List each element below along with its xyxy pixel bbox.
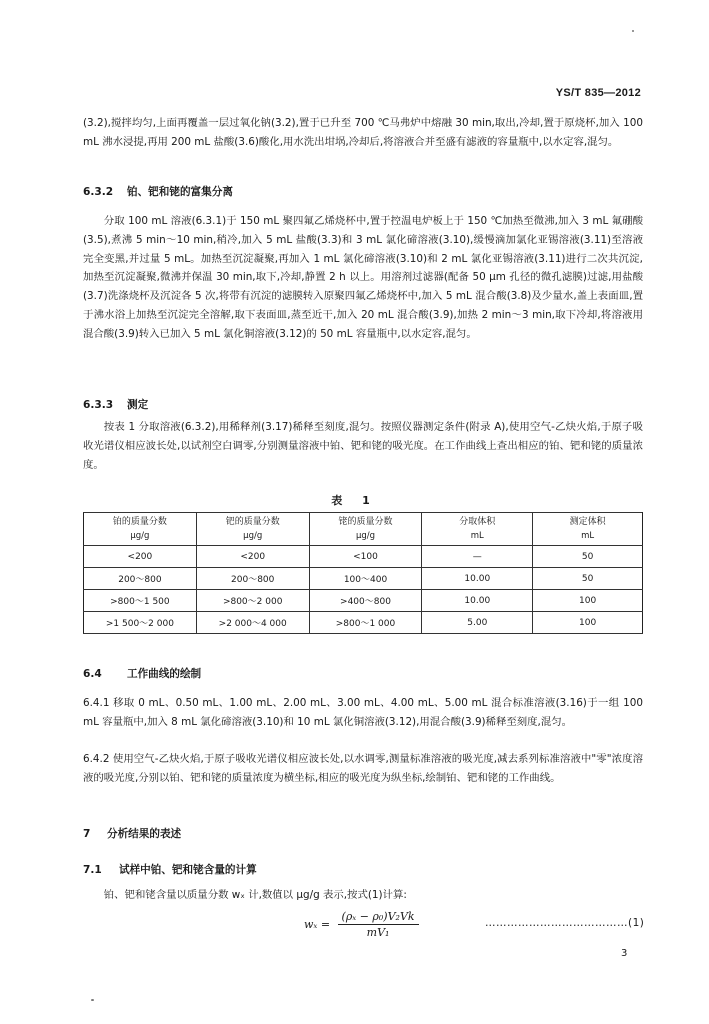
equation-number: …………………………………(1) — [485, 917, 645, 929]
data-table — [83, 512, 643, 634]
heading-7-1 — [83, 862, 257, 877]
table-cell: 5.00 — [422, 612, 533, 634]
page-number: 3 — [621, 948, 628, 959]
column-header-measure-volume: 测定体积 mL — [533, 513, 643, 546]
formula-numerator: (ρₓ − ρ₀)V₂Vk — [338, 910, 419, 925]
table-cell: <100 — [309, 546, 422, 568]
table-cell: <200 — [84, 546, 197, 568]
paragraph-6-4-1: 6.4.1 移取 0 mL、0.50 mL、1.00 mL、2.00 mL、3.00 mL、4.00 mL、5.00 mL 混合标准溶液(3.16)于一组 100 mL 容量瓶中,加入 8 mL 氯化碲溶液(3.10)和 10 mL 氯化铜溶液(3.12),用混合酸(3.9)稀释至刻度,混匀。 — [83, 697, 643, 728]
heading-number: 6.3.2 — [83, 186, 114, 198]
column-header-aliquot-volume: 分取体积 mL — [422, 513, 533, 546]
scan-speck — [91, 999, 94, 1001]
table-cell: >800～2 000 — [196, 590, 309, 612]
table-cell: <200 — [196, 546, 309, 568]
heading-7 — [83, 826, 181, 841]
scan-speck — [632, 30, 634, 32]
heading-number: 6.4 — [83, 668, 102, 680]
table-cell: >2 000～4 000 — [196, 612, 309, 634]
table-row — [84, 590, 643, 612]
table-header-row — [84, 513, 643, 546]
heading-number: 7.1 — [83, 864, 102, 876]
table-cell: 200～800 — [84, 568, 197, 590]
table-cell: 100 — [533, 590, 643, 612]
paragraph-intro: (3.2),搅拌均匀,上面再覆盖一层过氧化钠(3.2),置于已升至 700 ℃马弗炉中熔融 30 min,取出,冷却,置于原烧杯,加入 100 mL 沸水浸提,再用 200 mL 盐酸(3.6)酸化,用水洗出坩埚,冷却后,将溶液合并至盛有滤液的容量瓶中,以水定容,混匀。 — [83, 117, 643, 148]
paragraph-6-3-3: 按表 1 分取溶液(6.3.2),用稀释剂(3.17)稀释至刻度,混匀。按照仪器测定条件(附录 A),使用空气-乙炔火焰,于原子吸收光谱仪相应波长处,以试剂空白调零,分别测量溶液中铂、钯和铑的吸光度。在工作曲线上查出相应的铂、钯和铑的质量浓度。 — [83, 421, 643, 471]
heading-6-3-3 — [83, 397, 148, 412]
formula-1 — [304, 910, 419, 939]
paragraph-6-4-2: 6.4.2 使用空气-乙炔火焰,于原子吸收光谱仪相应波长处,以水调零,测量标准溶液的吸光度,减去系列标准溶液中"零"浓度溶液的吸光度,分别以铂、钯和铑的质量浓度为横坐标,相应的吸光度为纵坐标,绘制铂、钯和铑的工作曲线。 — [83, 753, 643, 784]
table-row — [84, 612, 643, 634]
table-cell: >400～800 — [309, 590, 422, 612]
standard-number: YS/T 835—2012 — [555, 87, 641, 99]
heading-text: 试样中铂、钯和铑含量的计算 — [119, 864, 257, 876]
column-header-pt: 铂的质量分数 μg/g — [84, 513, 197, 546]
table-cell: 50 — [533, 546, 643, 568]
formula-lhs: wₓ = — [304, 918, 331, 931]
table-cell: 100 — [533, 612, 643, 634]
heading-6-4 — [83, 666, 201, 681]
table-cell: >800～1 500 — [84, 590, 197, 612]
formula-denominator: mV₁ — [366, 926, 390, 939]
heading-text: 分析结果的表述 — [107, 828, 182, 840]
formula-fraction — [338, 910, 419, 939]
column-header-rh: 铑的质量分数 μg/g — [309, 513, 422, 546]
table-cell: 10.00 — [422, 590, 533, 612]
table-row — [84, 546, 643, 568]
table-cell: 50 — [533, 568, 643, 590]
heading-number: 6.3.3 — [83, 399, 114, 411]
table-cell: >800～1 000 — [309, 612, 422, 634]
table-cell: — — [422, 546, 533, 568]
paragraph-7-1: 铂、钯和铑含量以质量分数 wₓ 计,数值以 μg/g 表示,按式(1)计算: — [103, 889, 407, 901]
heading-number: 7 — [83, 828, 91, 840]
heading-text: 铂、钯和铑的富集分离 — [127, 186, 233, 198]
table-cell: 10.00 — [422, 568, 533, 590]
heading-text: 测定 — [127, 399, 149, 411]
table-cell: 100～400 — [309, 568, 422, 590]
paragraph-6-3-2: 分取 100 mL 溶液(6.3.1)于 150 mL 聚四氟乙烯烧杯中,置于控温电炉板上于 150 ℃加热至微沸,加入 3 mL 氟硼酸(3.5),煮沸 5 min～10 min,稍冷,加入 5 mL 盐酸(3.3)和 3 mL 氯化碲溶液(3.10),缓慢滴加氯化亚锡溶液(3.11)至溶液完全变黑,并过量 5 mL。加热至沉淀凝聚,再加入 1 mL 氯化碲溶液(3.10)和 2 mL 氯化亚锡溶液(3.11)进行二次共沉淀,加热至沉淀凝聚,微沸并保温 30 min,取下,冷却,静置 2 h 以上。用溶剂过滤器(配备 50 μm 孔径的微孔滤膜)过滤,用盐酸(3.7)洗涤烧杯及沉淀各 5 次,将带有沉淀的滤膜转入原聚四氟乙烯烧杯中,加入 5 mL 混合酸(3.8)及少量水,盖上表面皿,置于沸水浴上加热至沉淀完全溶解,取下表面皿,蒸至近干,加入 20 mL 混合酸(3.9),加热 2 min～3 min,取下冷却,将溶液用混合酸(3.9)转入已加入 5 mL 氯化铜溶液(3.12)的 50 mL 容量瓶中,以水定容,混匀。 — [83, 215, 643, 340]
heading-text: 工作曲线的绘制 — [127, 668, 202, 680]
table-row — [84, 568, 643, 590]
table-cell: 200～800 — [196, 568, 309, 590]
table-cell: >1 500～2 000 — [84, 612, 197, 634]
table-title: 表 1 — [331, 494, 378, 507]
column-header-pd: 钯的质量分数 μg/g — [196, 513, 309, 546]
heading-6-3-2 — [83, 184, 233, 199]
